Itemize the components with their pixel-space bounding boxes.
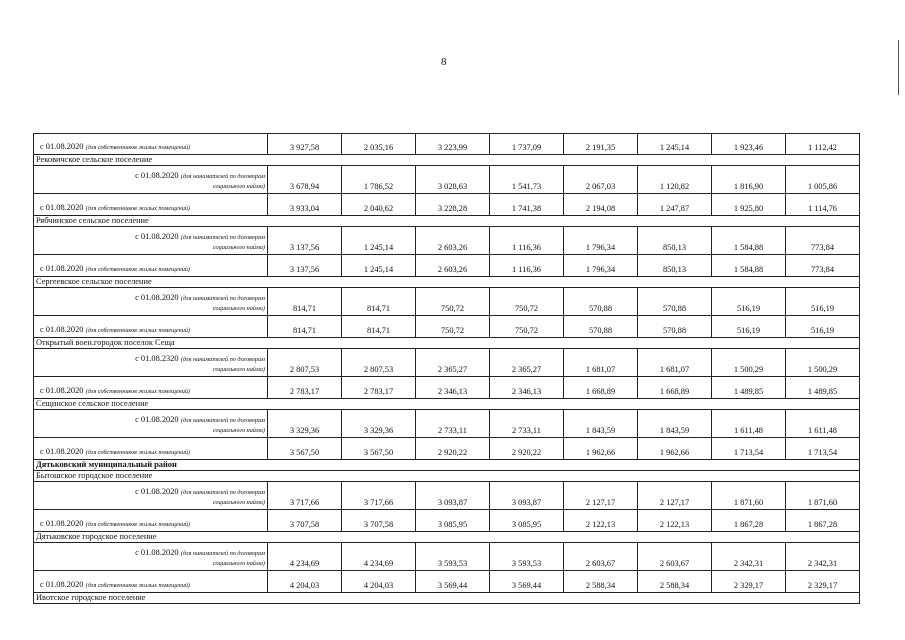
tariff-value-cell: 1 962,66 [564,438,638,460]
date-text: с 01.08.2020 [40,203,84,212]
tariff-value-cell: 1 116,36 [490,227,564,255]
section-header-row [34,471,860,482]
tenants-note: (для нанимателей по договорам [180,550,265,557]
tariff-value-cell: 1 962,66 [638,438,712,460]
tenants-note-cont: социального найма) [212,499,265,506]
settlement-title: Рековичское сельское поселение [34,155,860,166]
tariff-value-cell: 2 346,13 [490,377,564,399]
tariff-value-cell: 3 223,99 [416,134,490,155]
tariff-value-cell: 1 489,85 [712,377,786,399]
tariff-value-cell: 570,88 [638,316,712,338]
tariff-value-cell: 2 588,34 [564,571,638,593]
scan-edge-mark [898,40,899,95]
tenants-note: (для нанимателей по договорам [180,173,265,180]
tariff-value-cell: 2 122,13 [564,510,638,532]
tariff-value-cell: 850,13 [638,255,712,277]
date-text: с 01.08.2020 [40,519,84,528]
section-header-row [34,155,860,166]
row-label [34,377,268,399]
tariff-value-cell: 1 843,59 [638,410,712,438]
owners-note: (для собственников жилых помещений) [85,266,190,273]
tariff-value-cell: 1 713,54 [786,438,860,460]
tariff-value-cell: 1 668,89 [564,377,638,399]
section-header-row [34,593,860,604]
tariff-value-cell: 3 717,66 [268,482,342,510]
tariff-value-cell: 1 005,86 [786,166,860,194]
tenants-note: (для нанимателей по договорам [180,234,265,241]
tariff-value-cell: 1 541,73 [490,166,564,194]
tariff-value-cell: 3 717,66 [342,482,416,510]
tariff-value-cell: 1 245,14 [342,255,416,277]
tariff-value-cell: 3 593,53 [416,543,490,571]
tariff-value-cell: 3 678,94 [268,166,342,194]
tariff-value-cell: 1 120,82 [638,166,712,194]
tariff-value-cell: 1 843,59 [564,410,638,438]
tenants-tariff-row [34,482,860,510]
tariff-value-cell: 2 122,13 [638,510,712,532]
tariff-value-cell: 3 085,95 [490,510,564,532]
tariff-value-cell: 2 603,67 [564,543,638,571]
section-header-row [34,532,860,543]
tariff-value-cell: 1 871,60 [712,482,786,510]
tariff-value-cell: 1 247,87 [638,194,712,216]
tariff-value-cell: 516,19 [712,316,786,338]
row-label [34,194,268,216]
tariff-value-cell: 750,72 [416,316,490,338]
tariff-value-cell: 2 920,22 [416,438,490,460]
row-label [34,288,268,316]
tariff-value-cell: 4 234,69 [268,543,342,571]
tariff-value-cell: 3 329,36 [268,410,342,438]
tenants-note: (для нанимателей по договорам [180,295,265,302]
owners-note: (для собственников жилых помещений) [85,449,190,456]
tariff-value-cell: 3 329,36 [342,410,416,438]
tariff-value-cell: 1 741,38 [490,194,564,216]
tariff-value-cell: 814,71 [342,288,416,316]
owners-tariff-row [34,510,860,532]
tariff-value-cell: 4 204,03 [268,571,342,593]
tenants-note-cont: социального найма) [212,427,265,434]
tariff-value-cell: 2 040,62 [342,194,416,216]
date-text: с 01.08.2020 [40,386,84,395]
tariff-value-cell: 2 920,22 [490,438,564,460]
date-text: с 01.08.2020 [135,293,179,302]
tenants-note: (для нанимателей по договорам [180,417,265,424]
tariff-value-cell: 1 737,09 [490,134,564,155]
settlement-title: Дятьковское городское поселение [34,532,860,543]
tariff-value-cell: 2 194,08 [564,194,638,216]
tariff-table [33,133,860,604]
tenants-tariff-row [34,288,860,316]
row-label [34,349,268,377]
tariff-value-cell: 3 137,56 [268,255,342,277]
tariff-value-cell: 814,71 [268,316,342,338]
tariff-value-cell: 2 342,31 [712,543,786,571]
date-text: с 01.08.2020 [40,264,84,273]
row-label [34,438,268,460]
owners-note: (для собственников жилых помещений) [85,327,190,334]
tariff-value-cell: 1 681,07 [638,349,712,377]
owners-tariff-row [34,134,860,155]
tariff-value-cell: 2 603,67 [638,543,712,571]
tariff-value-cell: 1 245,14 [342,227,416,255]
section-header-row [34,399,860,410]
tariff-value-cell: 3 085,95 [416,510,490,532]
date-text: с 01.08.2020 [135,487,179,496]
tenants-note: (для нанимателей по договорам [180,356,265,363]
tariff-value-cell: 570,88 [564,288,638,316]
tariff-value-cell: 1 500,29 [712,349,786,377]
tariff-value-cell: 1 816,90 [712,166,786,194]
tariff-value-cell: 773,84 [786,227,860,255]
tariff-value-cell: 1 796,34 [564,227,638,255]
tariff-value-cell: 2 191,35 [564,134,638,155]
tariff-value-cell: 750,72 [490,316,564,338]
tariff-value-cell: 1 116,36 [490,255,564,277]
tariff-value-cell: 1 584,88 [712,227,786,255]
row-label [34,571,268,593]
tariff-value-cell: 570,88 [564,316,638,338]
settlement-title: Рябчинское сельское поселение [34,216,860,227]
tariff-value-cell: 750,72 [490,288,564,316]
tariff-value-cell: 2 329,17 [712,571,786,593]
tariff-value-cell: 516,19 [786,288,860,316]
settlement-title: Сещинское сельское поселение [34,399,860,410]
owners-note: (для собственников жилых помещений) [85,144,190,151]
tariff-value-cell: 2 588,34 [638,571,712,593]
tenants-note-cont: социального найма) [212,183,265,190]
settlement-title: Открытый воен.городок поселок Сеща [34,338,860,349]
date-text: с 01.08.2020 [40,142,84,151]
tariff-value-cell: 3 593,53 [490,543,564,571]
page-number: 8 [441,56,447,68]
tariff-value-cell: 2 807,53 [268,349,342,377]
tariff-value-cell: 2 329,17 [786,571,860,593]
tariff-value-cell: 516,19 [712,288,786,316]
section-header-row [34,338,860,349]
settlement-title: Ивотское городское поселение [34,593,860,604]
date-text: с 01.08.2020 [135,548,179,557]
owners-tariff-row [34,194,860,216]
row-label [34,227,268,255]
owners-note: (для собственников жилых помещений) [85,388,190,395]
owners-tariff-row [34,316,860,338]
tariff-value-cell: 2 365,27 [416,349,490,377]
tariff-value-cell: 3 569,44 [416,571,490,593]
tariff-value-cell: 1 713,54 [712,438,786,460]
tariff-value-cell: 750,72 [416,288,490,316]
tariff-value-cell: 1 611,48 [712,410,786,438]
row-label [34,134,268,155]
row-label [34,410,268,438]
date-text: с 01.08.2020 [40,580,84,589]
tariff-value-cell: 516,19 [786,316,860,338]
tariff-value-cell: 814,71 [268,288,342,316]
row-label [34,482,268,510]
tariff-value-cell: 1 114,76 [786,194,860,216]
date-text: с 01.08.2020 [40,447,84,456]
date-text: с 01.08.2020 [135,415,179,424]
tariff-value-cell: 4 234,69 [342,543,416,571]
tariff-value-cell: 2 342,31 [786,543,860,571]
tariff-value-cell: 2 603,26 [416,255,490,277]
tenants-note-cont: социального найма) [212,244,265,251]
row-label [34,316,268,338]
section-header-row [34,460,860,471]
tariff-value-cell: 2 365,27 [490,349,564,377]
tariff-value-cell: 3 707,58 [342,510,416,532]
tenants-note-cont: социального найма) [212,560,265,567]
tariff-value-cell: 3 927,58 [268,134,342,155]
tariff-value-cell: 3 093,87 [416,482,490,510]
date-text: с 01.08.2020 [135,232,179,241]
tariff-value-cell: 3 933,04 [268,194,342,216]
tenants-tariff-row [34,349,860,377]
tariff-value-cell: 570,88 [638,288,712,316]
tariff-value-cell: 1 925,80 [712,194,786,216]
section-header-row [34,277,860,288]
tariff-value-cell: 1 245,14 [638,134,712,155]
tariff-value-cell: 1 923,46 [712,134,786,155]
date-text: с 01.08.2020 [135,171,179,180]
row-label [34,510,268,532]
tariff-value-cell: 2 035,16 [342,134,416,155]
tariff-value-cell: 3 028,63 [416,166,490,194]
tariff-value-cell: 3 228,28 [416,194,490,216]
tenants-note-cont: социального найма) [212,305,265,312]
settlement-title: Бытошское городское поселение [34,471,860,482]
tariff-value-cell: 1 796,34 [564,255,638,277]
settlement-title: Сергеевское сельское поселение [34,277,860,288]
tariff-value-cell: 2 127,17 [564,482,638,510]
tariff-value-cell: 1 668,89 [638,377,712,399]
tariff-value-cell: 1 112,42 [786,134,860,155]
owners-note: (для собственников жилых помещений) [85,582,190,589]
tariff-value-cell: 773,84 [786,255,860,277]
tariff-value-cell: 2 067,03 [564,166,638,194]
owners-tariff-row [34,438,860,460]
tariff-value-cell: 1 681,07 [564,349,638,377]
tariff-value-cell: 3 567,50 [342,438,416,460]
tenants-tariff-row [34,410,860,438]
tariff-value-cell: 1 871,60 [786,482,860,510]
tariff-value-cell: 2 783,17 [342,377,416,399]
owners-tariff-row [34,571,860,593]
section-header-row [34,216,860,227]
owners-tariff-row [34,255,860,277]
tariff-value-cell: 1 611,48 [786,410,860,438]
tariff-value-cell: 3 093,87 [490,482,564,510]
tariff-value-cell: 4 204,03 [342,571,416,593]
tenants-tariff-row [34,227,860,255]
tariff-value-cell: 1 489,85 [786,377,860,399]
tariff-value-cell: 3 707,58 [268,510,342,532]
row-label [34,255,268,277]
district-title: Дятьковский муниципальный район [34,460,860,471]
tariff-value-cell: 1 867,28 [786,510,860,532]
row-label [34,166,268,194]
owners-tariff-row [34,377,860,399]
tariff-value-cell: 1 584,88 [712,255,786,277]
tariff-value-cell: 850,13 [638,227,712,255]
tariff-value-cell: 2 783,17 [268,377,342,399]
owners-note: (для собственников жилых помещений) [85,205,190,212]
date-text: с 01.08.2020 [40,325,84,334]
row-label [34,543,268,571]
tariff-value-cell: 3 137,56 [268,227,342,255]
tenants-tariff-row [34,543,860,571]
tariff-value-cell: 2 733,11 [416,410,490,438]
tariff-value-cell: 814,71 [342,316,416,338]
tariff-value-cell: 2 807,53 [342,349,416,377]
tariff-value-cell: 2 603,26 [416,227,490,255]
tariff-value-cell: 2 733,11 [490,410,564,438]
tenants-tariff-row [34,166,860,194]
tariff-value-cell: 1 500,29 [786,349,860,377]
tenants-note: (для нанимателей по договорам [180,489,265,496]
date-text: с 01.08.2320 [135,354,179,363]
tariff-value-cell: 2 127,17 [638,482,712,510]
tariff-value-cell: 1 867,28 [712,510,786,532]
tariff-value-cell: 3 569,44 [490,571,564,593]
tariff-value-cell: 2 346,13 [416,377,490,399]
tariff-value-cell: 1 786,52 [342,166,416,194]
owners-note: (для собственников жилых помещений) [85,521,190,528]
tenants-note-cont: социального найма) [212,366,265,373]
tariff-value-cell: 3 567,50 [268,438,342,460]
